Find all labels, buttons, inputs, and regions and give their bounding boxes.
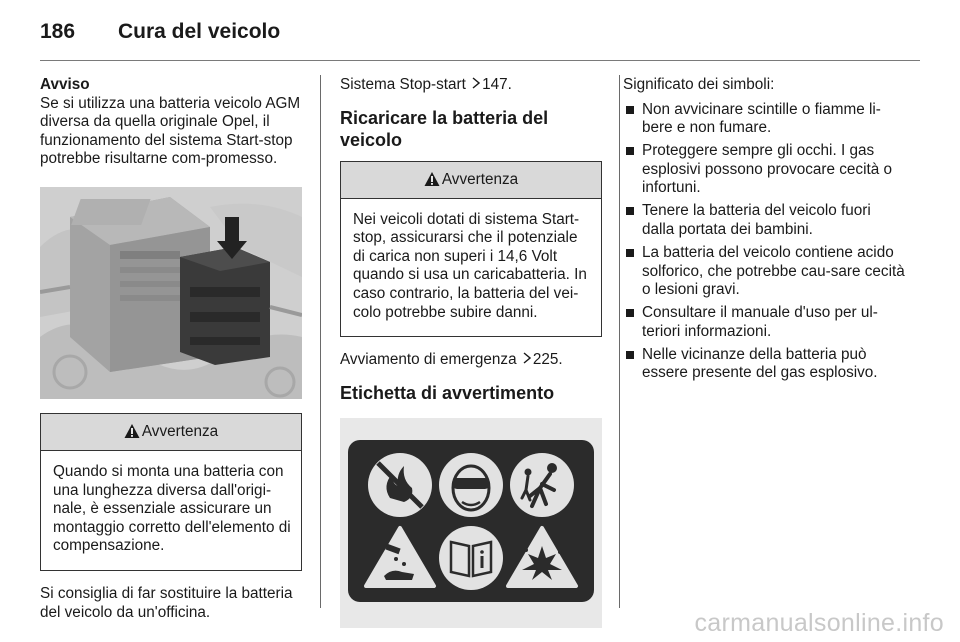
page-reference-arrow-icon: [472, 76, 480, 95]
warning-box-header: [41, 414, 301, 451]
list-item-text: La batteria del veicolo contiene acido solforico, che potrebbe cau-sare cecità o lesioni gravi.: [642, 243, 905, 299]
warning-triangle-icon: [124, 414, 140, 450]
keep-away-children-icon: [510, 453, 574, 517]
closing-text: Si consiglia di far sostituire la batteria del veicolo da un'officina.: [40, 584, 293, 621]
battery-photo: [40, 187, 302, 399]
column-2: [340, 76, 602, 628]
list-item: [623, 346, 905, 383]
page-title: Cura del veicolo: [118, 20, 281, 43]
eye-protection-icon: [439, 453, 503, 517]
ref-emergency-page: 225.: [532, 351, 563, 369]
list-item-text: Proteggere sempre gli occhi. I gas esplosivi possono provocare cecità o infortuni.: [642, 142, 892, 197]
warning-box-body: Quando si monta una batteria con una lunghezza diversa dall'origi-nale, è essenziale assicurare un montaggio corretto dell'elemento di compensazione.: [53, 462, 291, 555]
watermark: carmanualsonline.info: [694, 609, 944, 637]
warning-box-body: Nei veicoli dotati di sistema Start-stop, assicurarsi che il potenziale di carica non superi i 14,6 Volt quando si usa un caricabatteria. In caso contrario, la batteria del vei-colo potrebbe subire danni.: [353, 210, 587, 321]
list-item: [623, 202, 905, 239]
battery-warning-label-graphic: [340, 418, 602, 628]
list-item-text: Nelle vicinanze della batteria può essere presente del gas esplosivo.: [642, 345, 878, 382]
list-item: [623, 244, 905, 300]
square-bullet-icon: [626, 207, 634, 215]
square-bullet-icon: [626, 147, 634, 155]
list-item: [623, 142, 905, 198]
symbols-intro: Significato dei simboli:: [623, 76, 775, 93]
heading-warning-label: Etichetta di avvertimento: [340, 382, 555, 403]
page-header: [40, 18, 920, 58]
no-flame-icon: [368, 453, 432, 517]
warning-box-charging: [340, 161, 602, 338]
note-title: Avviso: [40, 76, 90, 93]
note-text: Se si utilizza una batteria veicolo AGM diversa da quella originale Opel, il funzionamento del sistema Start-stop potrebbe risultarne com-promesso.: [40, 94, 301, 168]
symbols-list: [623, 101, 905, 383]
square-bullet-icon: [626, 249, 634, 257]
page-reference-arrow-icon: [523, 351, 531, 370]
page-number: 186: [40, 20, 76, 43]
column-divider-2: [619, 75, 620, 608]
column-1: [40, 76, 302, 622]
header-rule: [40, 60, 920, 61]
column-divider-1: [320, 75, 321, 608]
ref-emergency-text: Avviamento di emergenza: [340, 351, 517, 369]
ref-stop-start-text: Sistema Stop-start: [340, 76, 466, 93]
list-item-text: Consultare il manuale d'uso per ul-teriori informazioni.: [642, 304, 878, 340]
warning-triangle-icon: [424, 162, 440, 198]
warning-box-battery-length: [40, 413, 302, 571]
square-bullet-icon: [626, 309, 634, 317]
list-item-text: Tenere la batteria del veicolo fuori dalla portata dei bambini.: [642, 202, 871, 238]
warning-box-header: [341, 162, 601, 199]
square-bullet-icon: [626, 351, 634, 359]
ref-emergency-start: [340, 351, 602, 370]
ref-stop-start-page: 147.: [482, 76, 512, 93]
list-item-text: Non avvicinare scintille o fiamme li-bere e non fumare.: [642, 100, 881, 137]
ref-stop-start: [340, 76, 602, 95]
warning-label-figure: [340, 418, 602, 628]
list-item: [623, 101, 905, 138]
square-bullet-icon: [626, 106, 634, 114]
warning-label: Avvertenza: [141, 422, 219, 440]
heading-recharge-battery: Ricaricare la batteria del veicolo: [340, 107, 549, 150]
warning-label: Avvertenza: [441, 170, 519, 188]
read-manual-icon: [439, 526, 503, 590]
list-item: [623, 304, 905, 341]
column-3: [623, 76, 905, 387]
